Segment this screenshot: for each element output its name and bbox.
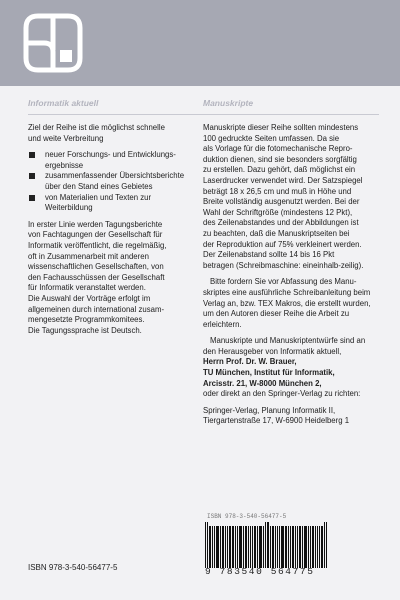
bullet-square-icon <box>29 195 35 201</box>
goals-list <box>28 150 204 214</box>
barcode-bar <box>267 522 269 568</box>
goal-item <box>28 171 204 192</box>
barcode-bar <box>288 526 289 568</box>
barcode-bar <box>248 526 249 568</box>
barcode-bars <box>205 522 375 568</box>
manuscripts-section <box>203 98 379 433</box>
barcode-bar <box>310 526 311 568</box>
barcode-bar <box>237 526 238 568</box>
barcode-bar <box>212 526 213 568</box>
barcode-bar <box>243 526 244 568</box>
barcode-bar <box>209 526 211 568</box>
series-description <box>28 98 204 342</box>
barcode-bar <box>321 526 323 568</box>
submission-paragraph: Manuskripte und Manuskriptentwürfe sind an den Herausgeber von Informatik aktuell, <box>203 336 366 356</box>
series-intro: Ziel der Reihe ist die möglichst schnelle und weite Verbreitung <box>28 123 165 143</box>
barcode-bar <box>229 526 231 568</box>
barcode-bar <box>239 526 242 568</box>
goal-item <box>28 150 204 171</box>
barcode-bar <box>290 526 291 568</box>
barcode-bar <box>257 526 258 568</box>
barcode-bar <box>263 526 264 568</box>
barcode-bar <box>319 526 320 568</box>
barcode-isbn: ISBN 978-3-540-56477-5 <box>207 513 287 520</box>
barcode-bar <box>308 526 309 568</box>
barcode-bar <box>254 526 256 568</box>
barcode-bar <box>207 522 208 568</box>
style-guide-paragraph: Bitte fordern Sie vor Abfassung des Manu- skriptes eine ausführliche Schreibanleitung beim Verlag an, bzw. TEX Makros, die erstellt wurden, um den Autoren dieser Reihe die Arbeit zu erleichtern. <box>203 277 371 329</box>
barcode <box>205 513 375 577</box>
barcode-bar <box>312 526 314 568</box>
barcode-bar <box>281 526 284 568</box>
barcode-bar <box>297 526 298 568</box>
bullet-square-icon <box>29 173 35 179</box>
barcode-bar <box>227 526 228 568</box>
barcode-bar <box>324 522 325 568</box>
barcode-bar <box>205 522 206 568</box>
barcode-bar <box>292 526 294 568</box>
barcode-bar <box>299 526 301 568</box>
conference-paragraph: In erster Linie werden Tagungsberichte von Fachtagungen der Gesellschaft für Informatik veröffentlicht, die regelmäßig, oft in Zusammenarbeit mit anderen wissenschaftlichen Gesellschaften, von den Fachausschüssen der Gesellschaft für Informatik veranstaltet werden. Die Auswahl der Vorträge erfolgt im allgemeinen durch international zusam- mengesetzte Programmkomitees. Die Tagungssprache ist Deutsch. <box>28 219 167 335</box>
goal-text: von Materialien und Texten zur Weiterbildung <box>45 192 152 213</box>
manuscript-requirements: Manuskripte dieser Reihe sollten mindestens 100 gedruckte Seiten umfassen. Da sie als Vorlage für die fotomechanische Repro- duktion dienen, sind sie besonders sorgfältig zu erstellen. Dazu gehört, daß möglichst ein Laserdrucker verwendet wird. Der Satzspiegel beträgt 18 x 26,5 cm und muß in Höhe und Breite vollständig ausgenutzt werden. Bei der Wahl der Schriftgröße (mindestens 12 Pkt), des Zeilenabstandes und der Abbildungen ist zu beachten, daß die Manuskriptseiten bei der Reproduktion auf 75% verkleinert werden. Der Zeilenabstand sollte 14 bis 16 Pkt betragen (Schreibmaschine: eineinhalb-zeilig). <box>203 123 364 270</box>
goal-item <box>28 193 204 214</box>
barcode-bar <box>315 526 316 568</box>
barcode-bar <box>265 522 266 568</box>
publisher-intro: oder direkt an den Springer-Verlag zu richten: <box>203 389 361 399</box>
barcode-bar <box>275 526 276 568</box>
barcode-bar <box>302 526 303 568</box>
barcode-bar <box>232 526 234 568</box>
manuscripts-heading: Manuskripte <box>203 98 379 115</box>
cover-band <box>0 0 400 86</box>
barcode-number: 9 783540 564775 <box>205 566 315 577</box>
barcode-bar <box>279 526 280 568</box>
barcode-bar <box>326 522 327 568</box>
publisher-address: Springer-Verlag, Planung Informatik II, Tiergartenstraße 17, W-6900 Heidelberg 1 <box>203 405 350 426</box>
barcode-bar <box>225 526 226 568</box>
series-heading: Informatik aktuell <box>28 98 204 115</box>
barcode-bar <box>272 526 274 568</box>
barcode-bar <box>259 526 262 568</box>
publisher-logo-icon <box>22 12 84 74</box>
barcode-bar <box>317 526 318 568</box>
goal-text: zusammenfassender Übersichtsberichte über den Stand eines Gebietes <box>45 171 185 191</box>
goal-text: neuer Forschungs- und Entwicklungs- ergebnisse <box>45 150 176 170</box>
barcode-bar <box>270 526 271 568</box>
isbn-text: ISBN 978-3-540-56477-5 <box>28 563 118 572</box>
barcode-bar <box>252 526 253 568</box>
bullet-square-icon <box>29 152 35 158</box>
barcode-bar <box>250 526 251 568</box>
editor-address: Herrn Prof. Dr. W. Brauer, TU München, Institut für Informatik, Arcisstr. 21, W-8000 München 2, <box>203 357 335 388</box>
barcode-bar <box>245 526 247 568</box>
barcode-bar <box>216 526 219 568</box>
barcode-bar <box>277 526 278 568</box>
barcode-bar <box>222 526 224 568</box>
barcode-bar <box>214 526 215 568</box>
barcode-bar <box>295 526 296 568</box>
barcode-bar <box>285 526 287 568</box>
barcode-bar <box>235 526 236 568</box>
barcode-bar <box>220 526 221 568</box>
barcode-bar <box>304 526 307 568</box>
